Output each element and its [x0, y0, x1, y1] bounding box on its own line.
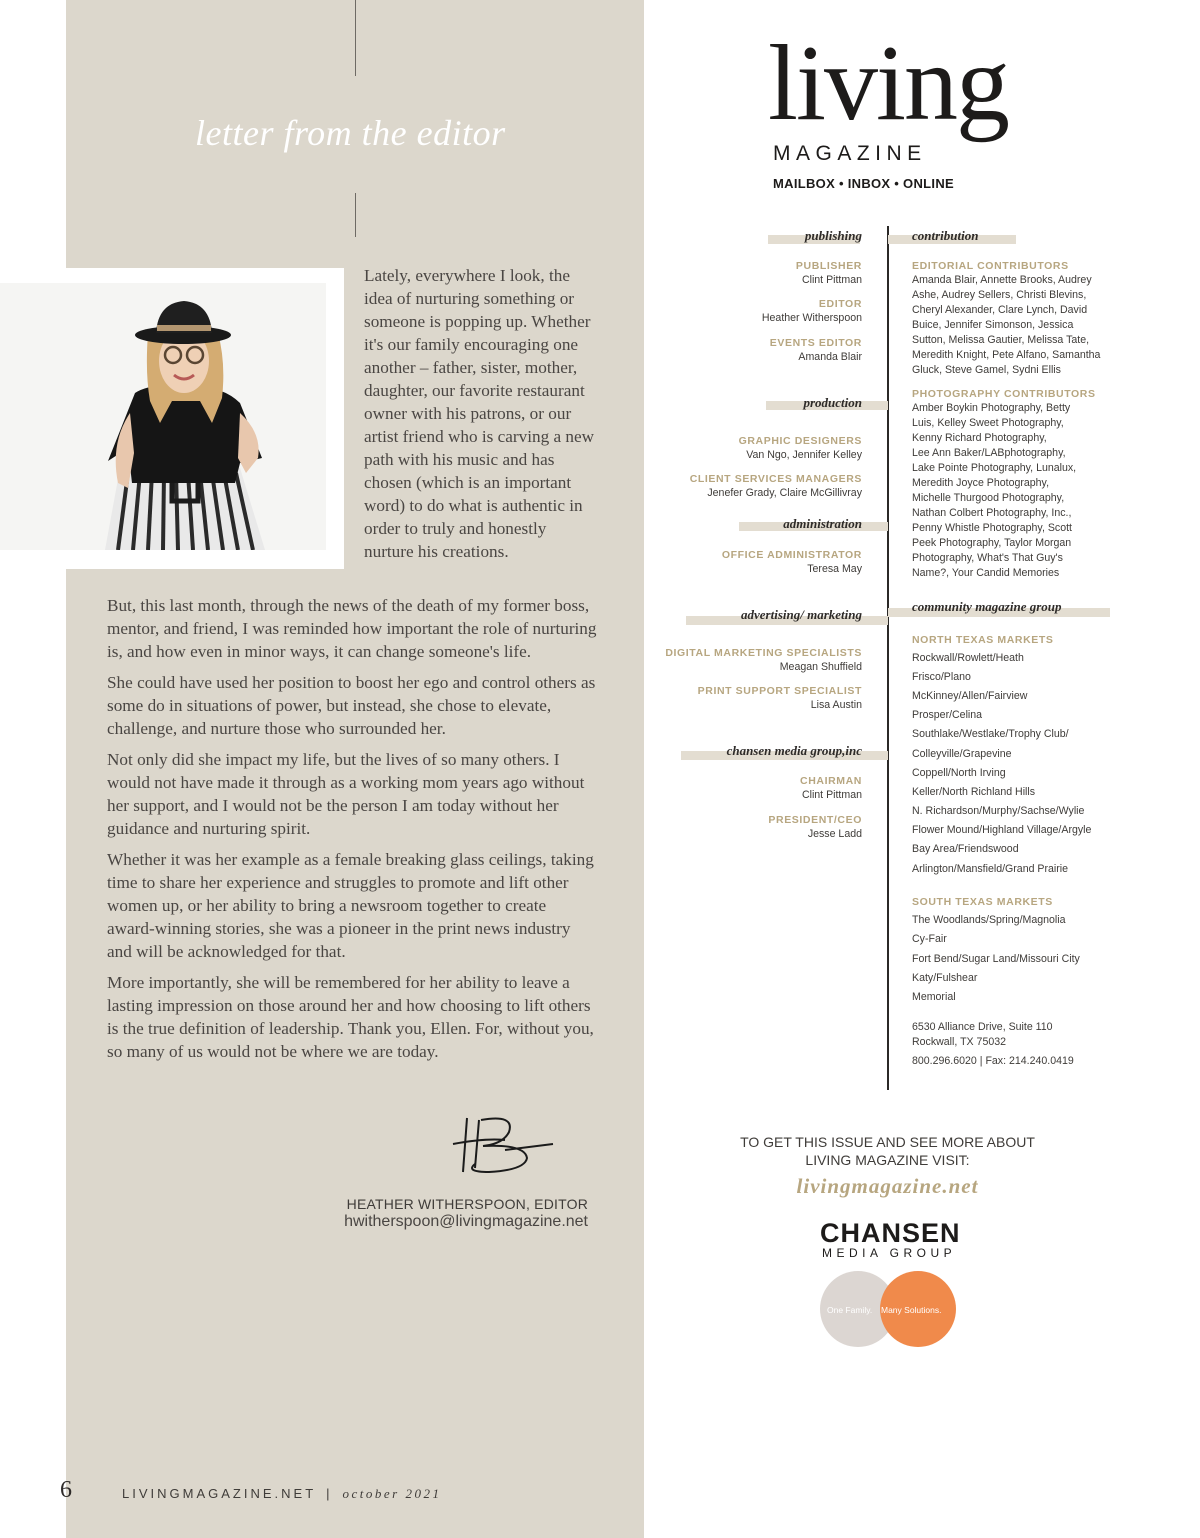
- market-item: McKinney/Allen/Fairview: [912, 690, 1028, 702]
- cta-line-1: TO GET THIS ISSUE AND SEE MORE ABOUT: [740, 1134, 1035, 1150]
- role-label: OFFICE ADMINISTRATOR: [721, 549, 862, 561]
- role-names: Lisa Austin: [810, 699, 862, 711]
- section-advertising: advertising/ marketing: [741, 607, 862, 622]
- role-label: PUBLISHER: [795, 260, 862, 272]
- role-label: EDITORIAL CONTRIBUTORS: [912, 260, 1069, 272]
- market-item: N. Richardson/Murphy/Sachse/Wylie: [912, 805, 1085, 817]
- section-production: production: [803, 395, 862, 410]
- letter-paragraph-1: But, this last month, through the news of the death of my former boss, mentor, and friend, I was reminded how important the role of nurturing is, and how even in minor ways, it can change someone's life.: [107, 596, 597, 661]
- address-line: 6530 Alliance Drive, Suite 110: [912, 1021, 1053, 1033]
- footer-site[interactable]: LIVINGMAGAZINE.NET: [122, 1486, 317, 1501]
- market-item: Flower Mound/Highland Village/Argyle: [912, 824, 1092, 836]
- intro-paragraph: Lately, everywhere I look, the idea of nurturing something or someone is popping up. Whether it's our family encouraging one another – father, sister, mother, daughter, our favorite restaurant owner with his patrons, or our artist friend who is carving a new path with his music and has chosen (which is an important word) to do what is authentic in order to truly and honestly nurture his creations.: [364, 266, 595, 561]
- page-number: 6: [60, 1477, 72, 1503]
- section-publishing: publishing: [804, 228, 862, 243]
- masthead-divider: [887, 226, 889, 1090]
- editor-photo: [0, 283, 326, 550]
- logo-tagline: MAILBOX • INBOX • ONLINE: [773, 176, 954, 191]
- section-contribution: contribution: [912, 228, 979, 243]
- market-item: Colleyville/Grapevine: [912, 748, 1012, 760]
- section-title: letter from the editor: [195, 113, 506, 153]
- contributor-line: Amber Boykin Photography, Betty: [912, 402, 1071, 414]
- divider-line-mid: [355, 193, 356, 237]
- contributor-line: Peek Photography, Taylor Morgan: [912, 537, 1072, 549]
- market-item: Katy/Fulshear: [912, 972, 978, 984]
- letter-paragraph-3: Not only did she impact my life, but the lives of so many others. I would not have made it through as a working mom years ago without her support, and I would not be the person I am today without her guidance and nurturing spirit.: [107, 750, 585, 838]
- section-community: community magazine group: [912, 599, 1062, 614]
- role-names: Teresa May: [807, 563, 862, 575]
- role-label: PRESIDENT/CEO: [768, 814, 862, 826]
- page-footer: [122, 1486, 442, 1502]
- market-item: Coppell/North Irving: [912, 767, 1006, 779]
- letter-body: [107, 594, 597, 1071]
- contributor-line: Nathan Colbert Photography, Inc.,: [912, 507, 1072, 519]
- role-names: Meagan Shuffield: [779, 661, 862, 673]
- role-label: GRAPHIC DESIGNERS: [738, 435, 862, 447]
- contributor-line: Ashe, Audrey Sellers, Christi Blevins,: [912, 289, 1087, 301]
- role-label: PRINT SUPPORT SPECIALIST: [697, 685, 862, 697]
- cta-url-link[interactable]: livingmagazine.net: [796, 1174, 979, 1198]
- role-names: Jesse Ladd: [807, 828, 862, 840]
- market-item: Memorial: [912, 991, 956, 1003]
- circle-right-text: Many Solutions.: [881, 1305, 942, 1315]
- role-label: DIGITAL MARKETING SPECIALISTS: [665, 647, 862, 659]
- photo-contributors: [912, 401, 1152, 581]
- role-names: Heather Witherspoon: [761, 312, 862, 324]
- address-line: Rockwall, TX 75032: [912, 1036, 1007, 1048]
- signature-name: HEATHER WITHERSPOON, EDITOR: [346, 1196, 588, 1212]
- contributor-line: Lee Ann Baker/LABphotography,: [912, 447, 1066, 459]
- role-names: Jenefer Grady, Claire McGillivray: [707, 487, 862, 499]
- contributor-line: Michelle Thurgood Photography,: [912, 492, 1065, 504]
- role-label: EDITOR: [818, 298, 862, 310]
- contributor-line: Sutton, Melissa Gautier, Melissa Tate,: [912, 334, 1090, 346]
- contributor-line: Kenny Richard Photography,: [912, 432, 1047, 444]
- market-label-north: NORTH TEXAS MARKETS: [912, 634, 1054, 646]
- market-item: Rockwall/Rowlett/Heath: [912, 652, 1024, 664]
- contributor-line: Buice, Jennifer Simonson, Jessica: [912, 319, 1074, 331]
- divider-line-top: [355, 0, 356, 76]
- contributor-line: Cheryl Alexander, Clare Lynch, David: [912, 304, 1088, 316]
- role-names: Clint Pittman: [801, 274, 862, 286]
- contributor-line: Photography, What's That Guy's: [912, 552, 1063, 564]
- contributor-line: Meredith Joyce Photography,: [912, 477, 1050, 489]
- chansen-logo-name: CHANSEN: [820, 1218, 961, 1248]
- section-chansen: chansen media group,inc: [726, 743, 862, 758]
- role-label: CHAIRMAN: [800, 775, 862, 787]
- market-item: Fort Bend/Sugar Land/Missouri City: [912, 953, 1080, 965]
- editorial-contributors: [912, 273, 1152, 378]
- market-item: Keller/North Richland Hills: [912, 786, 1036, 798]
- editor-signature: [445, 1110, 557, 1180]
- role-names: Van Ngo, Jennifer Kelley: [746, 449, 862, 461]
- letter-paragraph-5: More importantly, she will be remembered for her ability to leave a lasting impression on those around her and how choosing to lift others is the true definition of leadership. Thank you, Ellen. For, without you, so many of us would not be where we are today.: [107, 973, 594, 1061]
- contributor-line: Amanda Blair, Annette Brooks, Audrey: [912, 274, 1092, 286]
- contributor-line: Luis, Kelley Sweet Photography,: [912, 417, 1064, 429]
- logo-word: living: [768, 24, 1009, 143]
- chansen-logo-sub: MEDIA GROUP: [822, 1246, 957, 1260]
- contact-line: 800.296.6020 | Fax: 214.240.0419: [912, 1055, 1074, 1067]
- market-item: Prosper/Celina: [912, 709, 983, 721]
- role-names: Clint Pittman: [801, 789, 862, 801]
- signature-email[interactable]: hwitherspoon@livingmagazine.net: [344, 1213, 588, 1230]
- footer-separator: |: [326, 1486, 333, 1501]
- market-item: The Woodlands/Spring/Magnolia: [912, 914, 1066, 926]
- role-label: PHOTOGRAPHY CONTRIBUTORS: [912, 388, 1096, 400]
- letter-paragraph-2: She could have used her position to boost her ego and control others as some do in situations of power, but instead, she chose to elevate, challenge, and nurture those who surrounded her.: [107, 673, 596, 738]
- market-item: Southlake/Westlake/Trophy Club/: [912, 728, 1069, 740]
- role-label: CLIENT SERVICES MANAGERS: [689, 473, 862, 485]
- contributor-line: Meredith Knight, Pete Alfano, Samantha: [912, 349, 1101, 361]
- letter-paragraph-4: Whether it was her example as a female breaking glass ceilings, taking time to share her experience and struggles to promote and lift other women up, or her ability to bring a newsroom together to create award-winning stories, she was a pioneer in the print news industry and will be acknowledged for that.: [107, 850, 594, 961]
- contributor-line: Name?, Your Candid Memories: [912, 567, 1060, 579]
- contributor-line: Gluck, Steve Gamel, Sydni Ellis: [912, 364, 1061, 376]
- contributor-line: Penny Whistle Photography, Scott: [912, 522, 1072, 534]
- contributor-line: Lake Pointe Photography, Lunalux,: [912, 462, 1077, 474]
- circle-left-text: One Family.: [827, 1305, 873, 1315]
- section-administration: administration: [783, 516, 862, 531]
- market-item: Arlington/Mansfield/Grand Prairie: [912, 863, 1069, 875]
- market-item: Cy-Fair: [912, 933, 947, 945]
- market-label-south: SOUTH TEXAS MARKETS: [912, 896, 1053, 908]
- footer-issue: october 2021: [342, 1486, 442, 1501]
- cta-text: [735, 1133, 1040, 1169]
- role-label: EVENTS EDITOR: [769, 337, 862, 349]
- cta-line-2: LIVING MAGAZINE VISIT:: [805, 1152, 970, 1168]
- chansen-circles-logo: [818, 1268, 963, 1350]
- logo-sub: MAGAZINE: [773, 142, 927, 165]
- role-names: Amanda Blair: [798, 351, 862, 363]
- market-item: Bay Area/Friendswood: [912, 843, 1019, 855]
- market-item: Frisco/Plano: [912, 671, 971, 683]
